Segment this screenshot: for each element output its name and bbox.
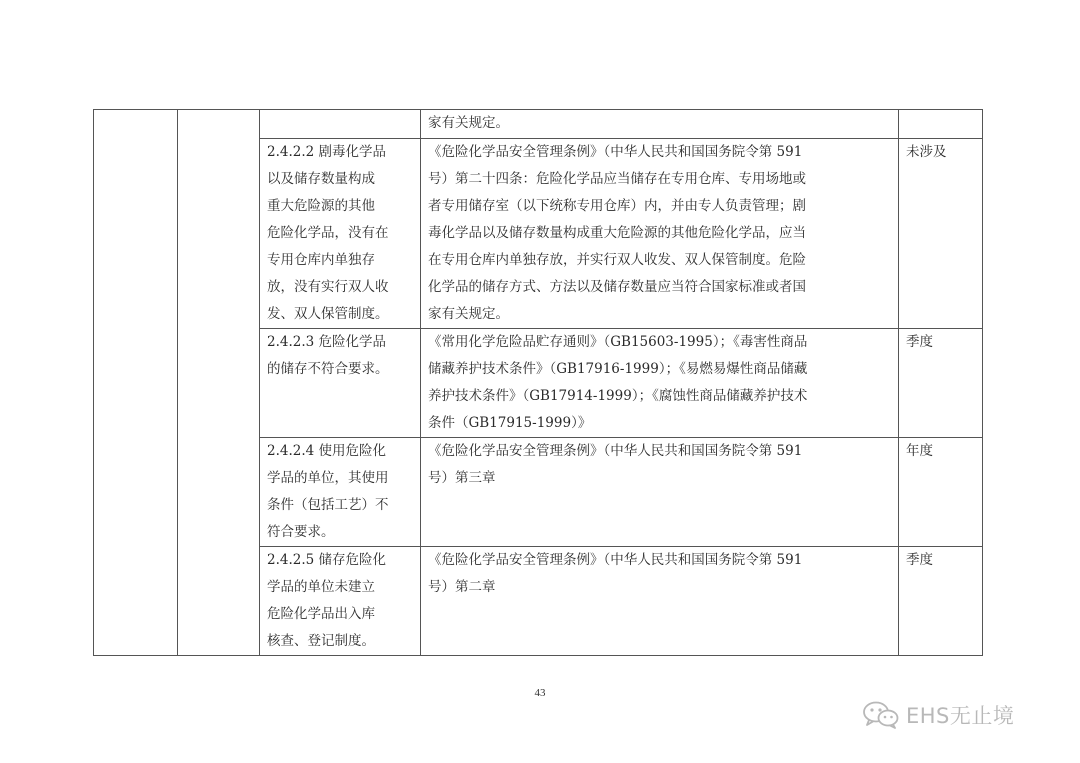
wechat-icon [862, 701, 900, 729]
inspection-table [93, 109, 983, 656]
basis-cell: 《危险化学品安全管理条例》（中华人民共和国国务院令第 591 号）第二十四条：危险化学品应当储存在专用仓库、专用场地或 者专用储存室（以下统称专用仓库）内，并由专人负责管理；剧 毒化学品以及储存数量构成重大危险源的其他危险化学品，应当 在专用仓库内单独存放，并实行双人收发、双人保管制度。危险 化学品的储存方式、方法以及储存数量应当符合国家标准或者国 家有关规定。 [421, 139, 899, 329]
frequency-cell: 未涉及 [899, 139, 983, 329]
item-cell: 2.4.2.5 储存危险化 学品的单位未建立 危险化学品出入库 核查、登记制度。 [260, 547, 421, 656]
basis-cell: 《常用化学危险品贮存通则》（GB15603-1995）；《毒害性商品 储藏养护技术条件》（GB17916-1999）；《易燃易爆性商品储藏 养护技术条件》（GB17914-1999）；《腐蚀性商品储藏养护技术 条件（GB17915-1999）》 [421, 329, 899, 438]
table-row [94, 110, 983, 139]
frequency-cell: 季度 [899, 547, 983, 656]
category-cell [94, 110, 178, 656]
page-number: 43 [534, 687, 546, 699]
frequency-cell: 年度 [899, 438, 983, 547]
watermark [862, 700, 1014, 730]
basis-cell: 《危险化学品安全管理条例》（中华人民共和国国务院令第 591 号）第二章 [421, 547, 899, 656]
watermark-text: EHS无止境 [906, 704, 1015, 728]
item-cell [260, 110, 421, 139]
item-cell: 2.4.2.4 使用危险化 学品的单位，其使用 条件（包括工艺）不 符合要求。 [260, 438, 421, 547]
basis-cell: 《危险化学品安全管理条例》（中华人民共和国国务院令第 591 号）第三章 [421, 438, 899, 547]
item-cell: 2.4.2.2 剧毒化学品 以及储存数量构成 重大危险源的其他 危险化学品，没有在 专用仓库内单独存 放，没有实行双人收 发、双人保管制度。 [260, 139, 421, 329]
item-cell: 2.4.2.3 危险化学品 的储存不符合要求。 [260, 329, 421, 438]
basis-cell: 家有关规定。 [421, 110, 899, 139]
frequency-cell: 季度 [899, 329, 983, 438]
frequency-cell [899, 110, 983, 139]
subcategory-cell [178, 110, 260, 656]
